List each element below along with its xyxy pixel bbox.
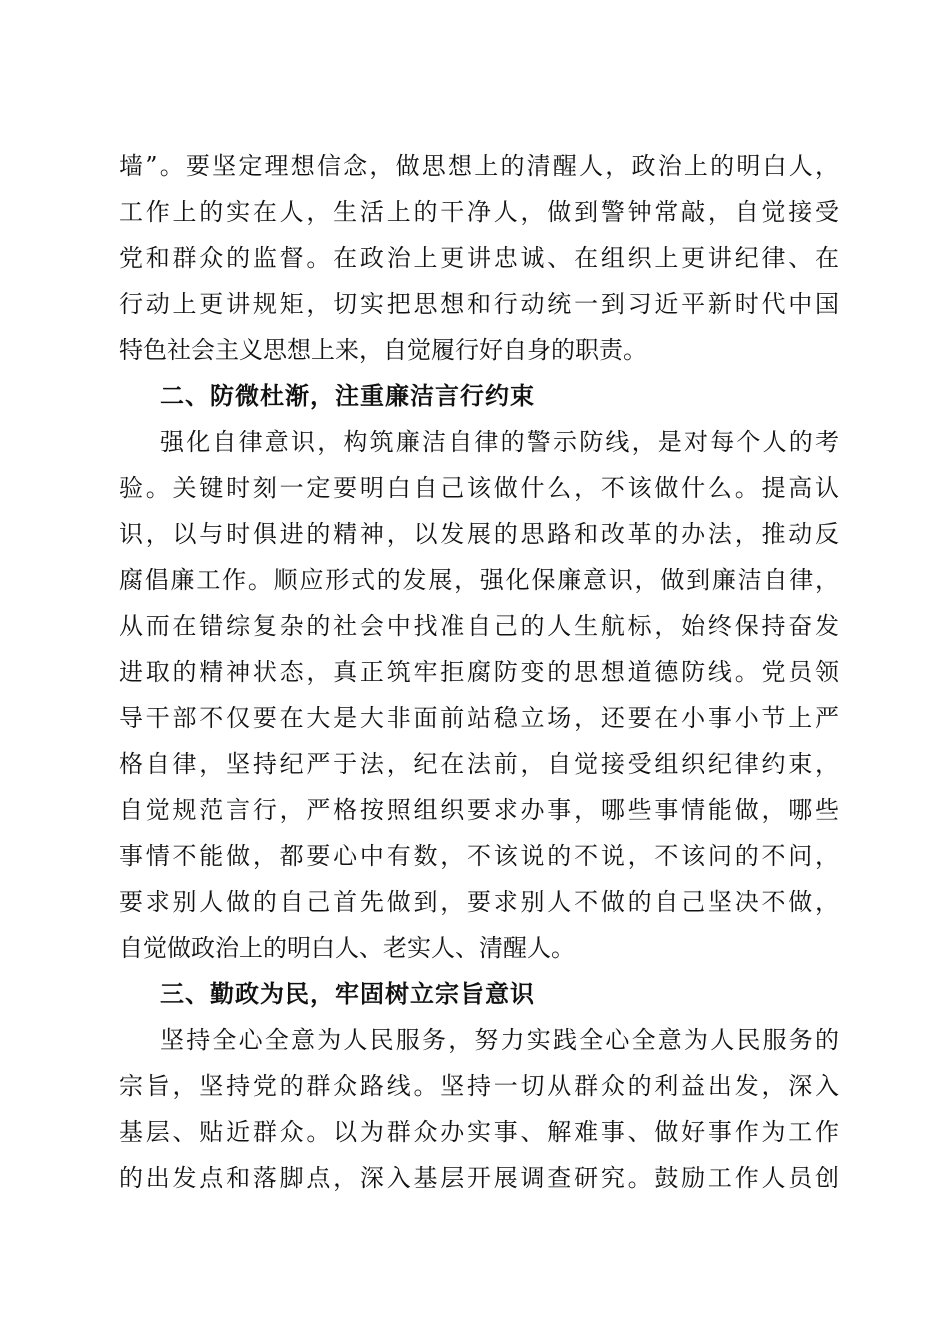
body-text-line: 验。关键时刻一定要明白自己该做什么，不该做什么。提高认 (119, 474, 839, 502)
paragraph-first-line: 坚持全心全意为人民服务，努力实践全心全意为人民服务的 (160, 1026, 839, 1054)
body-text-line: 自觉规范言行，严格按照组织要求办事，哪些事情能做，哪些 (119, 796, 839, 824)
body-text-line: 格自律，坚持纪严于法，纪在法前，自觉接受组织纪律约束， (119, 750, 839, 778)
body-text-line: 工作上的实在人，生活上的干净人，做到警钟常敲，自觉接受 (119, 198, 839, 226)
body-text-line: 基层、贴近群众。以为群众办实事、解难事、做好事作为工作 (119, 1118, 839, 1146)
body-text-line: 事情不能做，都要心中有数，不该说的不说，不该问的不问， (119, 842, 839, 870)
body-text-line: 腐倡廉工作。顺应形式的发展，强化保廉意识，做到廉洁自律， (119, 566, 839, 594)
body-text-line: 识，以与时俱进的精神，以发展的思路和改革的办法，推动反 (119, 520, 839, 548)
body-text-line: 导干部不仅要在大是大非面前站稳立场，还要在小事小节上严 (119, 704, 839, 732)
section-heading-3: 三、勤政为民，牢固树立宗旨意识 (160, 980, 535, 1008)
body-text-line: 党和群众的监督。在政治上更讲忠诚、在组织上更讲纪律、在 (119, 244, 839, 272)
body-text-line: 宗旨，坚持党的群众路线。坚持一切从群众的利益出发，深入 (119, 1072, 839, 1100)
section-heading-2: 二、防微杜渐，注重廉洁言行约束 (160, 382, 535, 410)
paragraph-first-line: 强化自律意识，构筑廉洁自律的警示防线，是对每个人的考 (160, 428, 839, 456)
body-text-line: 要求别人做的自己首先做到，要求别人不做的自己坚决不做， (119, 888, 839, 916)
body-text-line: 自觉做政治上的明白人、老实人、清醒人。 (119, 934, 575, 962)
body-text-line: 的出发点和落脚点，深入基层开展调查研究。鼓励工作人员创 (119, 1164, 839, 1192)
body-text-line: 行动上更讲规矩，切实把思想和行动统一到习近平新时代中国 (119, 290, 839, 318)
body-text-line: 进取的精神状态，真正筑牢拒腐防变的思想道德防线。党员领 (119, 658, 839, 686)
body-text-line: 墙”。要坚定理想信念，做思想上的清醒人，政治上的明白人， (119, 152, 839, 180)
body-text-line: 特色社会主义思想上来，自觉履行好自身的职责。 (119, 336, 647, 364)
body-text-line: 从而在错综复杂的社会中找准自己的人生航标，始终保持奋发 (119, 612, 839, 640)
